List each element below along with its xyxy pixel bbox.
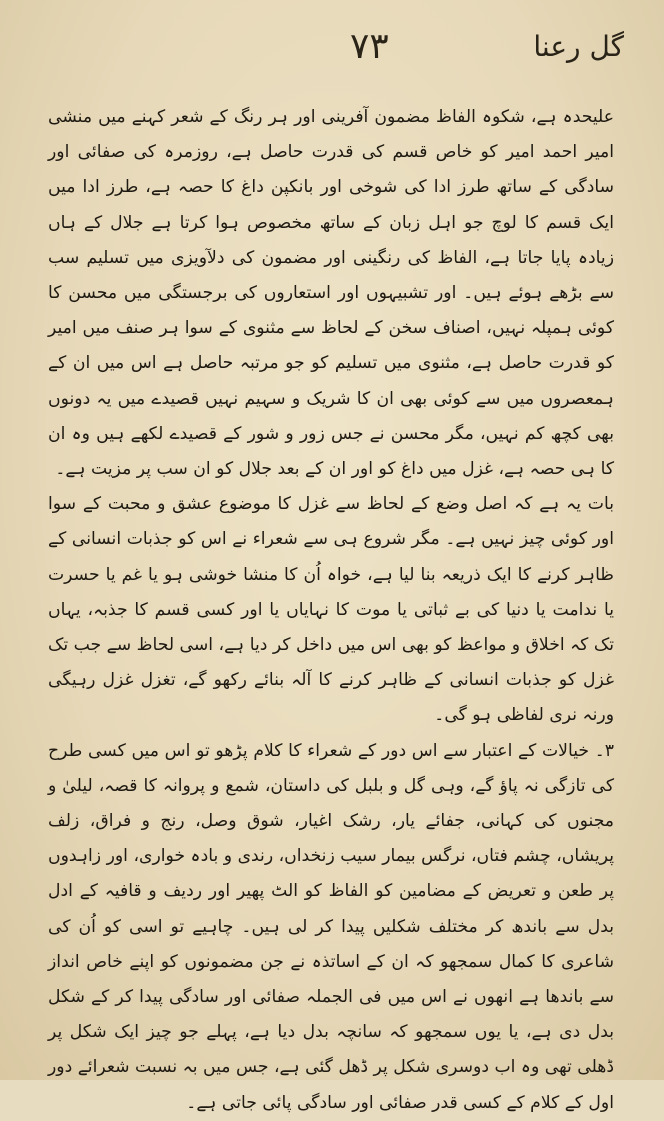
paragraph-2: بات یہ ہے کہ اصل وضع کے لحاظ سے غزل کا موضوع عشق و محبت کے سوا اور کوئی چیز نہیں ہے۔ مگر شروع ہی سے شعراء نے اس کو جذبات انسانی کے ظاہر کرنے کا ایک ذریعہ بنا لیا ہے، خواہ اُن کا منشا خوشی ہو یا غم یا حسرت یا ندامت یا دنیا کی بے ثباتی یا موت کا نہایاں یا اور کسی قسم کا جذبہ، یہاں تک کہ اخلاق و مواعظ کو بھی اس میں داخل کر دیا ہے، اسی لحاظ سے جب تک غزل کو جذبات انسانی کے ظاہر کرنے کا آلہ بنائے رکھو گے، تغزل غزل رہیگی ورنہ نری لفاظی ہو گی۔	[48, 494, 614, 726]
page-header	[40, 22, 624, 82]
running-title: گل رعنا	[533, 30, 624, 63]
paragraph-1: علیحدہ ہے، شکوہ الفاظ مضمون آفرینی اور ہر رنگ کے شعر کہنے میں منشی امیر احمد امیر کو خاص قسم کی قدرت حاصل ہے، روزمرہ کی صفائی اور سادگی کے ساتھ طرز ادا کی شوخی اور بانکپن داغ کا حصہ ہے، طرز ادا میں ایک قسم کا لوچ جو اہل زبان کے ساتھ مخصوص ہوا کرتا ہے جلال کے ہاں زیادہ پایا جاتا ہے، الفاظ کی رنگینی اور مضمون کی دلآویزی میں تسلیم سب سے بڑھے ہوئے ہیں۔ اور تشبیہوں اور استعاروں کی برجستگی میں محسن کا کوئی ہمپلہ نہیں، اصناف سخن کے لحاظ سے مثنوی کے سوا ہر صنف میں امیر کو قدرت حاصل ہے، مثنوی میں تسلیم کو جو مرتبہ حاصل ہے اس میں ان کے ہمعصروں میں سے کوئی بھی ان کا شریک و سہیم نہیں قصیدے میں یہ دونوں بھی کچھ کم نہیں، مگر محسن نے جس زور و شور کے قصیدے لکھے ہیں وہ ان کا ہی حصہ ہے، غزل میں داغ کو اور ان کے بعد جلال کو ان سب پر مزیت ہے۔	[48, 107, 614, 480]
page-number: ۷۳	[350, 26, 389, 67]
page-body	[48, 100, 614, 1121]
paragraph-3: ۳۔ خیالات کے اعتبار سے اس دور کے شعراء کا کلام پڑھو تو اس میں کسی طرح کی تازگی نہ پاؤ گے، وہی گل و بلبل کی داستان، شمع و پروانہ کا قصہ، لیلیٰ و مجنوں کی کہانی، جفائے یار، رشک اغیار، شوق وصل، رنج و فراق، زلف پریشاں، چشم فتاں، نرگس بیمار سیب زنخداں، رندی و بادہ خواری، اور زاہدوں پر طعن و تعریض کے مضامین کو الفاظ کو الٹ پھیر اور ردیف و قافیہ کے ادل بدل سے باندھ کر مختلف شکلیں پیدا کر لی ہیں۔ چاہیے تو اسی کو اُن کی شاعری کا کمال سمجھو کہ ان کے اساتذہ نے جن مضمونوں کو اپنے خاص انداز سے باندھا ہے انھوں نے اس میں فی الجملہ صفائی اور سادگی پیدا کر کے شکل بدل دی ہے، یا یوں سمجھو کہ سانچہ بدل دیا ہے، پہلے جو چیز ایک شکل پر ڈھلی تھی وہ اب دوسری شکل پر ڈھل گئی ہے، جس میں بہ نسبت شعرائے دور اول کے کلام کے کسی قدر صفائی اور سادگی پائی جاتی ہے۔	[48, 740, 614, 1113]
